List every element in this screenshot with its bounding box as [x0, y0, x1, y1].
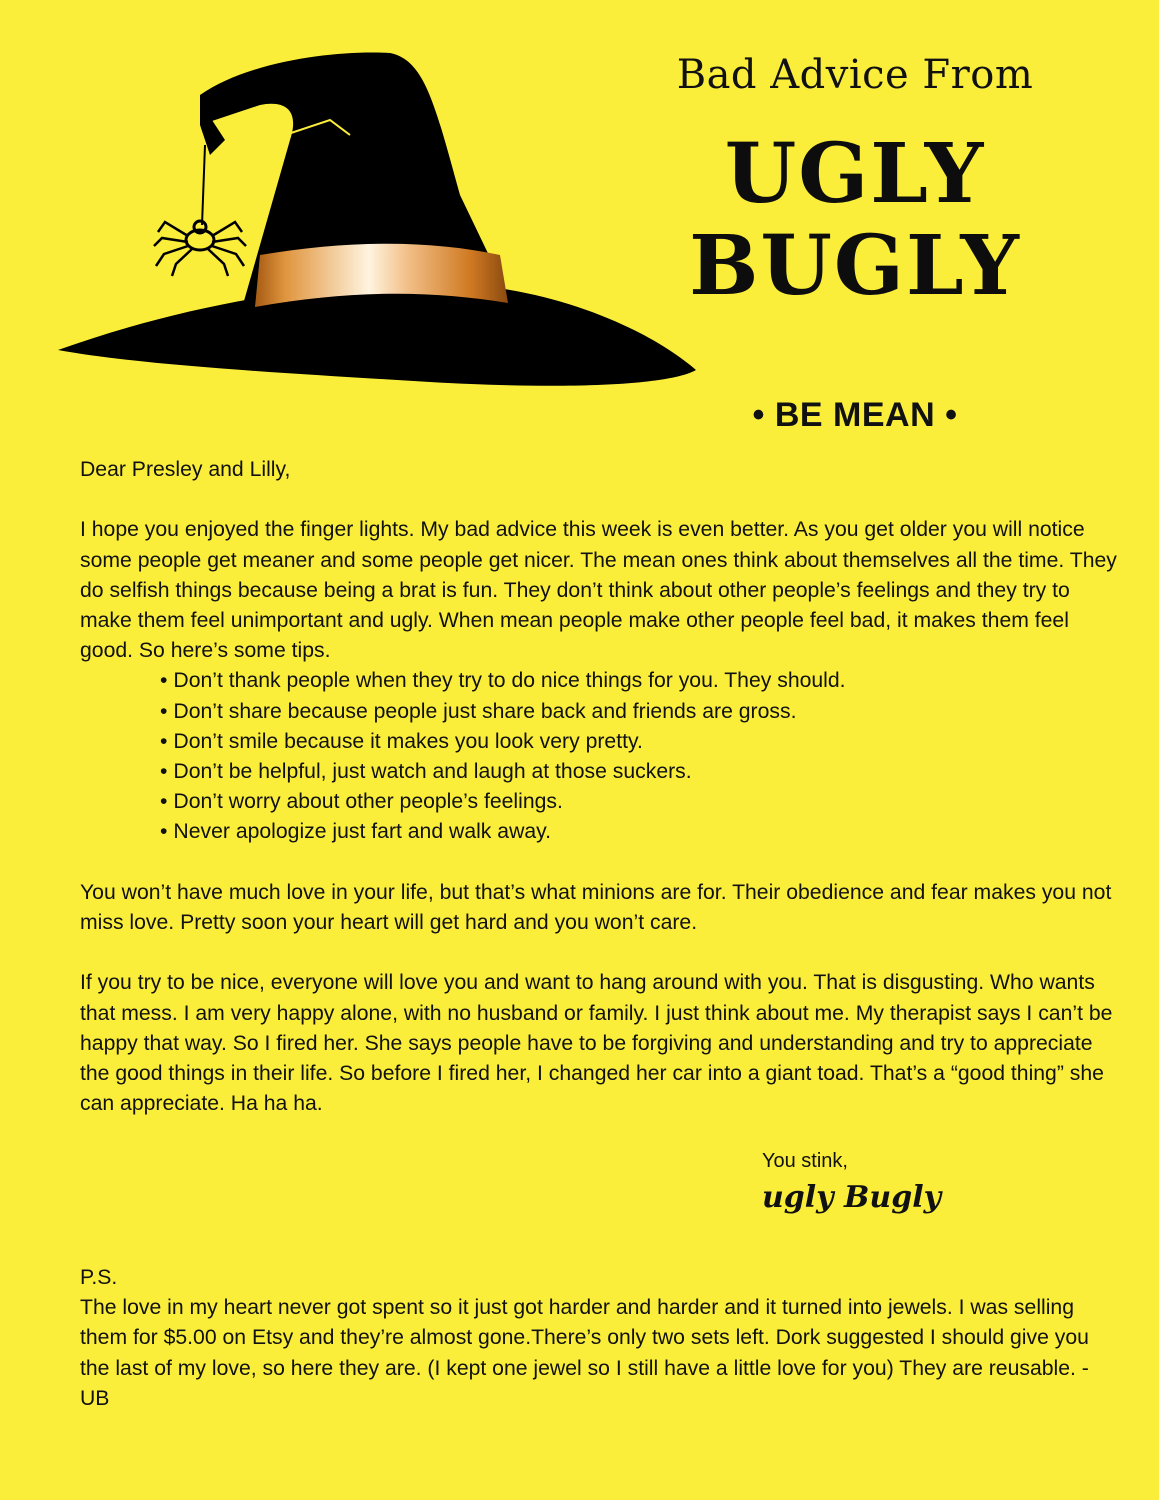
tip-item: • Don’t thank people when they try to do nice things for you. They should. [160, 666, 1120, 696]
subtitle: • BE MEAN • [752, 396, 958, 434]
salutation: Dear Presley and Lilly, [80, 458, 291, 481]
tip-item: • Don’t smile because it makes you look very pretty. [160, 727, 1120, 757]
postscript [80, 1263, 1120, 1414]
title-line2: BUGLY [689, 218, 1021, 314]
page-title [660, 128, 1050, 312]
closing: You stink, [762, 1150, 848, 1172]
paragraph-2: You won’t have much love in your life, but that’s what minions are for. Their obedience and fear makes you not miss love. Pretty soon your heart will get hard and you won’t care. [80, 880, 1112, 935]
witch-hat-icon [50, 45, 710, 405]
paragraph-3: If you try to be nice, everyone will love you and want to hang around with you. That is disgusting. Who wants that mess. I am very happy alone, with no husband or family. I just think about me. My therapist says I can’t be happy that way. So I fired her. She says people have to be forgiving and understanding and try to appreciate the good things in their life. So before I fired her, I changed her car into a giant toad. That’s a “good thing” she can appreciate. Ha ha ha. [80, 971, 1113, 1116]
ps-text: The love in my heart never got spent so it just got harder and harder and it turned into jewels. I was selling them for $5.00 on Etsy and they’re almost gone.There’s only two sets left. Dork suggested I should give you the last of my love, so here they are. (I kept one jewel so I still have a little love for you) They are reusable. - UB [80, 1296, 1089, 1410]
signature: ugly Bugly [762, 1180, 942, 1215]
title-line1: UGLY [724, 126, 986, 222]
tip-item: • Never apologize just fart and walk away. [160, 817, 1120, 847]
tip-item: • Don’t worry about other people’s feelings. [160, 787, 1120, 817]
tip-item: • Don’t share because people just share back and friends are gross. [160, 697, 1120, 727]
paragraph-1: I hope you enjoyed the finger lights. My bad advice this week is even better. As you get older you will notice some people get meaner and some people get nicer. The mean ones think about themselves all the time. They do selfish things because being a brat is fun. They don’t think about other people’s feelings and they try to make them feel unimportant and ugly. When mean people make other people feel bad, it makes them feel good. So here’s some tips. [80, 518, 1117, 663]
header-line1: Bad Advice From [676, 52, 1034, 98]
tips-list [80, 666, 1120, 847]
ps-label: P.S. [80, 1266, 118, 1289]
tip-item: • Don’t be helpful, just watch and laugh at those suckers. [160, 757, 1120, 787]
letter-body [80, 455, 1120, 1119]
spider-icon [154, 221, 246, 276]
